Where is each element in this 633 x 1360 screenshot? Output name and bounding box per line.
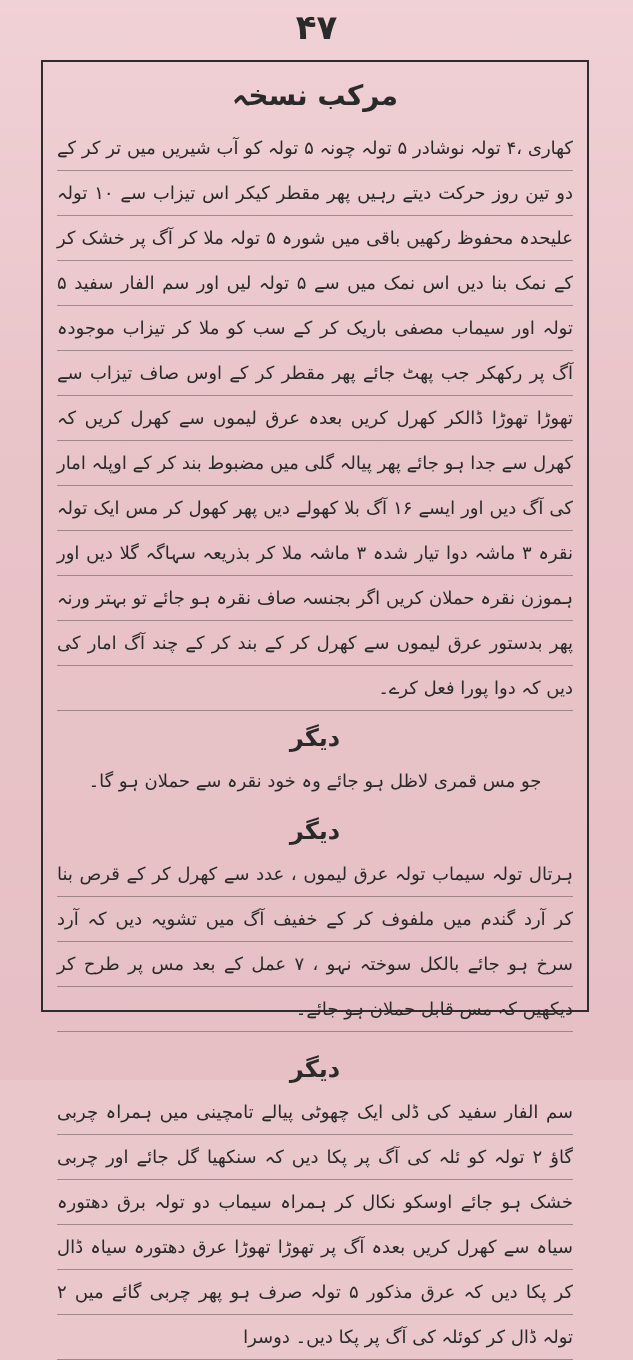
page-frame [41, 60, 589, 1348]
section-1-paragraph: کھاری ،۴ تولہ نوشادر ۵ تولہ چونہ ۵ تولہ کو آب شیریں میں تر کر کے دو تین روز حرکت دیتے رہیں پھر مقطر کیکر اس تیزاب سے ۱۰ تولہ علیحدہ محفوظ رکھیں باقی میں شورہ ۵ تولہ ملا کر آگ پر خشک کر کے نمک بنا دیں اس نمک میں سے ۵ تولہ لیں اور سم الفار سفید ۵ تولہ اور سیماب مصفی باریک کر کے سب کو ملا کر تیزاب موجودہ آگ پر رکھکر جب پھٹ جائے پھر مقطر کر کے اوس صاف تیزاب سے تھوڑا تھوڑا ڈالکر کھرل کریں بعدہ عرق لیموں سے کھرل کریں کہ کھرل سے جدا ہو جائے پھر پیالہ گلی میں مضبوط بند کر کے اوپلہ امار کی آگ دیں اور ایسے ۱۶ آگ بلا کھولے دیں پھر کھول کر مس ایک تولہ نقرہ ۳ ماشہ دوا تیار شدہ ۳ ماشہ ملا کر بذریعہ سہاگہ گلا دیں اور ہموزن نقرہ حملان کریں اگر بجنسہ صاف نقرہ ہو جائے تو بہتر ورنہ پھر بدستور عرق لیموں سے کھرل کر کے بند کر کے چند آگ امار کی دیں کہ دوا پورا فعل کرے۔ [57, 126, 573, 711]
heading-title: مرکب نسخہ [231, 79, 399, 112]
section-2-title: دیگر [289, 724, 341, 752]
section-spacer [57, 1032, 573, 1042]
page-number: ۴۷ [295, 8, 338, 48]
section-4-paragraph: سم الفار سفید کی ڈلی ایک چھوٹی پیالے تامچینی میں ہمراہ چربی گاؤ ۲ تولہ کو ئلہ کی آگ پر پکا دیں کہ سنکھیا گل جائے اور چربی خشک ہو جائے اوسکو نکال کر ہمراہ سیماب دو تولہ برق دھتورہ سیاہ سے کھرل کریں بعدہ آگ پر تھوڑا تھوڑا عرق دھتورہ سیاہ ڈال کر پکا دیں کہ عرق مذکور ۵ تولہ صرف ہو پھر چربی گائے میں ۲ تولہ ڈال کر کوئلہ کی آگ پر پکا دیں۔ دوسرا [57, 1090, 573, 1360]
section-4-title: دیگر [289, 1055, 341, 1083]
section-3-paragraph: ہرتال تولہ سیماب تولہ عرق لیموں ، عدد سے کھرل کر کے قرص بنا کر آرد گندم میں ملفوف کر کے خفیف آگ میں تشویہ دیں کہ آرد سرخ ہو جائے بالکل سوختہ نہو ، ۷ عمل کے بعد مس پر طرح کر دیکھیں کہ مس قابل حملان ہو جائے۔ [57, 852, 573, 1032]
section-3-title: دیگر [289, 817, 341, 845]
section-2-paragraph: جو مس قمری لاظل ہو جائے وہ خود نقرہ سے حملان ہو گا۔ [88, 771, 542, 792]
